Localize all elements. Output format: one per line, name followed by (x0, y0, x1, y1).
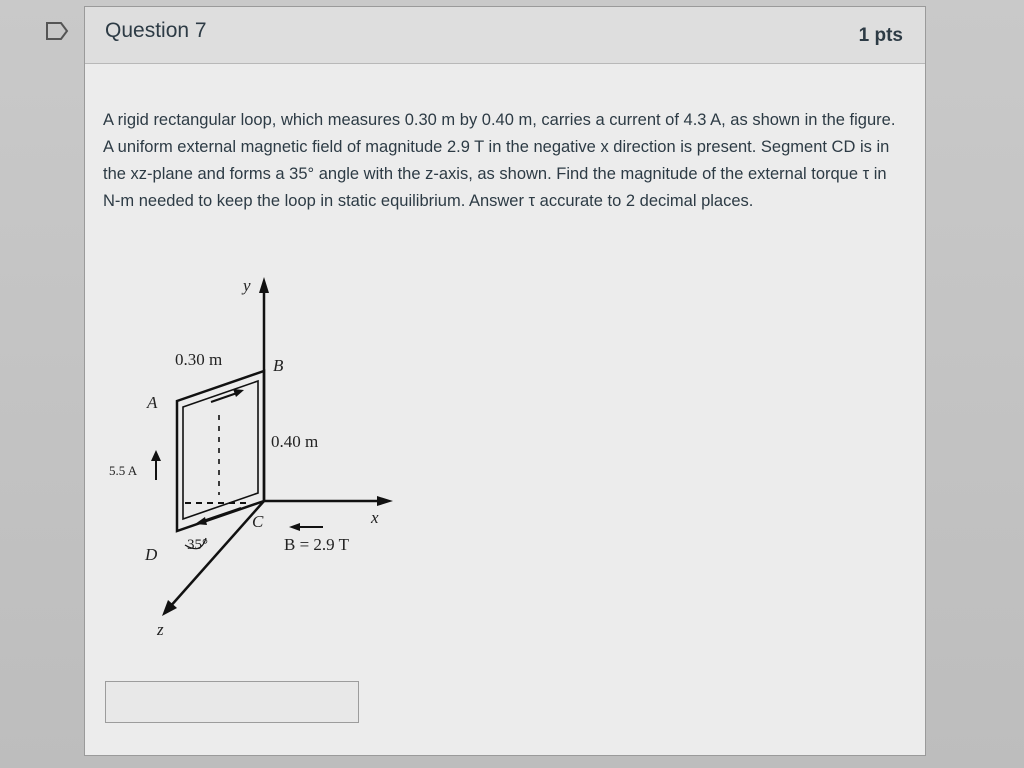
loop-inner (183, 381, 258, 519)
current-indicator-arrow-head (151, 450, 161, 461)
answer-input[interactable] (105, 681, 359, 723)
point-c-label: C (252, 512, 264, 531)
point-a-label: A (147, 393, 158, 412)
question-points: 1 pts (858, 25, 903, 46)
y-axis-label: y (243, 276, 251, 295)
field-label: B = 2.9 T (284, 535, 350, 554)
z-axis-label: z (157, 620, 164, 639)
question-title: Question 7 (105, 19, 207, 42)
point-d-label: D (145, 545, 158, 564)
y-axis-arrow (259, 277, 269, 293)
field-arrow-head (289, 523, 300, 531)
point-b-label: B (273, 356, 284, 375)
question-card (84, 6, 926, 756)
current-arrow-top-head (233, 389, 244, 397)
current-arrow-top (211, 393, 237, 402)
angle-label: 35° (187, 537, 208, 553)
x-axis-arrow (377, 496, 393, 506)
current-arrow-bottom-head (195, 517, 207, 525)
x-axis-label: x (371, 508, 379, 527)
loop-figure (101, 265, 401, 645)
bookmark-icon[interactable] (44, 18, 70, 44)
question-text: A rigid rectangular loop, which measures 0.30 m by 0.40 m, carries a current of 4.3 A, as shown in the figure. A uniform external magnetic field of magnitude 2.9 T in the negative x direction is present. Segment CD is in the xz-plane and forms a 35° angle with the z-axis, as shown. Find the magnitude of the external torque τ in N-m needed to keep the loop in static equilibrium. Answer τ accurate to 2 decimal places. (103, 111, 896, 210)
loop-frame (177, 371, 264, 531)
height-dimension-label: 0.40 m (271, 432, 319, 451)
width-dimension-label: 0.30 m (175, 350, 223, 369)
question-header (85, 7, 925, 64)
current-label: 5.5 A (109, 463, 138, 478)
